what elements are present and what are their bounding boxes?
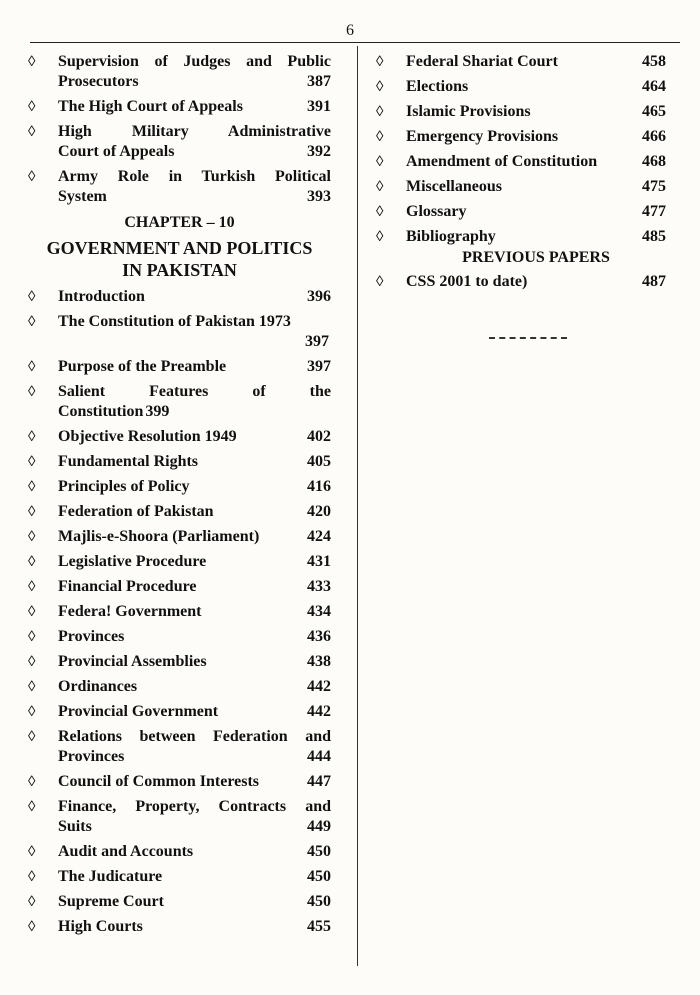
toc-entry[interactable] xyxy=(28,627,331,647)
toc-entry[interactable] xyxy=(28,552,331,572)
diamond-bullet-icon: ◊ xyxy=(28,124,36,140)
diamond-bullet-icon: ◊ xyxy=(28,169,36,185)
toc-entry-page: 397 xyxy=(305,333,329,350)
toc-entry[interactable] xyxy=(376,227,666,247)
diamond-bullet-icon: ◊ xyxy=(28,384,36,400)
diamond-bullet-icon: ◊ xyxy=(28,479,36,495)
left-column xyxy=(28,52,331,942)
toc-entry[interactable] xyxy=(376,102,666,122)
diamond-bullet-icon: ◊ xyxy=(28,704,36,720)
diamond-bullet-icon: ◊ xyxy=(28,654,36,670)
toc-entry[interactable] xyxy=(28,797,331,837)
diamond-bullet-icon: ◊ xyxy=(28,429,36,445)
right-column xyxy=(376,52,666,297)
diamond-bullet-icon: ◊ xyxy=(28,774,36,790)
toc-entry[interactable] xyxy=(28,652,331,672)
toc-entry[interactable] xyxy=(28,842,331,862)
diamond-bullet-icon: ◊ xyxy=(28,554,36,570)
toc-entry-page: 433 xyxy=(307,578,331,595)
toc-entry-title: CSS 2001 to date) xyxy=(406,273,528,290)
toc-entry-page: 436 xyxy=(307,628,331,645)
toc-entry[interactable] xyxy=(376,52,666,72)
toc-entry-page: 420 xyxy=(307,503,331,520)
toc-entry-page: 444 xyxy=(307,748,331,765)
toc-entry-page: 464 xyxy=(642,78,666,95)
toc-entry-title-cont: Prosecutors xyxy=(58,73,139,90)
toc-entry[interactable] xyxy=(28,122,331,162)
chapter-label: CHAPTER – 10 xyxy=(124,214,235,231)
diamond-bullet-icon: ◊ xyxy=(28,504,36,520)
toc-entry[interactable] xyxy=(376,77,666,97)
toc-entry-title-cont: Court of Appeals xyxy=(58,143,175,160)
diamond-bullet-icon: ◊ xyxy=(376,79,384,95)
diamond-bullet-icon: ◊ xyxy=(28,529,36,545)
toc-entry[interactable] xyxy=(376,272,666,292)
toc-entry-page: 442 xyxy=(307,678,331,695)
toc-entry-page: 450 xyxy=(307,893,331,910)
diamond-bullet-icon: ◊ xyxy=(28,99,36,115)
toc-entry-title: High Courts xyxy=(58,918,143,935)
toc-entry-title: Supervision of Judges and Public xyxy=(58,53,331,70)
toc-entry-title: Purpose of the Preamble xyxy=(58,358,227,375)
diamond-bullet-icon: ◊ xyxy=(28,894,36,910)
toc-entry-title: Financial Procedure xyxy=(58,578,197,595)
toc-entry-title: Provincial Government xyxy=(58,703,219,720)
toc-entry-page: 475 xyxy=(642,178,666,195)
diamond-bullet-icon: ◊ xyxy=(28,604,36,620)
diamond-bullet-icon: ◊ xyxy=(28,919,36,935)
toc-entry[interactable] xyxy=(28,287,331,307)
toc-entry[interactable] xyxy=(376,127,666,147)
toc-entry-page: 487 xyxy=(642,273,666,290)
toc-entry-page: 449 xyxy=(307,818,331,835)
toc-entry-title: Provincial Assemblies xyxy=(58,653,207,670)
diamond-bullet-icon: ◊ xyxy=(376,204,384,220)
toc-entry-title: Relations between Federation and xyxy=(58,728,331,745)
toc-entry[interactable] xyxy=(28,382,331,422)
toc-entry[interactable] xyxy=(28,357,331,377)
toc-entry-page: 387 xyxy=(307,73,331,90)
toc-entry[interactable] xyxy=(28,52,331,92)
page-number: 6 xyxy=(346,22,354,39)
toc-entry[interactable] xyxy=(376,202,666,222)
toc-entry-title: The High Court of Appeals xyxy=(58,98,243,115)
diamond-bullet-icon: ◊ xyxy=(28,54,36,70)
toc-entry-page: 442 xyxy=(307,703,331,720)
toc-entry-title: High Military Administrative xyxy=(58,123,331,140)
toc-entry-title: Army Role in Turkish Political xyxy=(58,168,331,185)
diamond-bullet-icon: ◊ xyxy=(376,274,384,290)
toc-entry-page: 438 xyxy=(307,653,331,670)
diamond-bullet-icon: ◊ xyxy=(28,579,36,595)
toc-entry-title: Audit and Accounts xyxy=(58,843,194,860)
toc-entry[interactable] xyxy=(28,772,331,792)
chapter-title xyxy=(28,237,331,281)
diamond-bullet-icon: ◊ xyxy=(376,154,384,170)
toc-entry[interactable] xyxy=(28,867,331,887)
end-separator xyxy=(489,337,567,339)
toc-entry[interactable] xyxy=(28,312,331,352)
toc-entry-title: Supreme Court xyxy=(58,893,164,910)
toc-entry-title-cont: Provinces xyxy=(58,748,125,765)
chapter-title-line-1: GOVERNMENT AND POLITICS xyxy=(46,238,313,258)
toc-entry[interactable] xyxy=(28,97,331,117)
toc-entry[interactable] xyxy=(28,427,331,447)
toc-entry-page: 397 xyxy=(307,358,331,375)
toc-entry-title: Finance, Property, Contracts and xyxy=(58,798,331,815)
toc-entry-title: Salient Features of the xyxy=(58,383,331,400)
toc-entry-title: Federal Shariat Court xyxy=(406,53,558,70)
diamond-bullet-icon: ◊ xyxy=(376,129,384,145)
toc-entry-page: 465 xyxy=(642,103,666,120)
diamond-bullet-icon: ◊ xyxy=(28,844,36,860)
toc-entry[interactable] xyxy=(28,452,331,472)
toc-entry-title: The Judicature xyxy=(58,868,163,885)
toc-entry-title: Majlis-e-Shoora (Parliament) xyxy=(58,528,260,545)
header-rule xyxy=(30,42,680,43)
toc-entry-title: Elections xyxy=(406,78,469,95)
toc-entry-page: 468 xyxy=(642,153,666,170)
toc-entry-page: 466 xyxy=(642,128,666,145)
toc-entry[interactable] xyxy=(28,527,331,547)
toc-entry-title: Fundamental Rights xyxy=(58,453,199,470)
toc-entry-title: Provinces xyxy=(58,628,125,645)
toc-entry-title: Amendment of Constitution xyxy=(406,153,598,170)
column-divider xyxy=(357,46,358,966)
toc-entry-page: 396 xyxy=(307,288,331,305)
toc-entry[interactable] xyxy=(28,167,331,207)
diamond-bullet-icon: ◊ xyxy=(28,729,36,745)
toc-entry-title: Bibliography xyxy=(406,228,496,245)
toc-entry-title: Emergency Provisions xyxy=(406,128,559,145)
toc-entry-title-cont: Constitution xyxy=(58,403,144,420)
toc-entry-page: 450 xyxy=(307,868,331,885)
toc-entry-page: 392 xyxy=(307,143,331,160)
toc-entry[interactable] xyxy=(376,152,666,172)
toc-entry[interactable] xyxy=(28,702,331,722)
diamond-bullet-icon: ◊ xyxy=(28,289,36,305)
toc-entry[interactable] xyxy=(376,177,666,197)
toc-entry-page: 405 xyxy=(307,453,331,470)
diamond-bullet-icon: ◊ xyxy=(376,179,384,195)
toc-entry-title: Legislative Procedure xyxy=(58,553,207,570)
toc-entry-page: 458 xyxy=(642,53,666,70)
toc-entry-page: 399 xyxy=(145,403,170,420)
diamond-bullet-icon: ◊ xyxy=(28,359,36,375)
toc-entry[interactable] xyxy=(28,677,331,697)
toc-entry-page: 447 xyxy=(307,773,331,790)
section-heading-previous-papers: PREVIOUS PAPERS xyxy=(462,249,610,266)
toc-entry-title-cont: System xyxy=(58,188,107,205)
toc-entry[interactable] xyxy=(28,477,331,497)
toc-entry-title: The Constitution of Pakistan 1973 xyxy=(58,313,291,330)
toc-entry[interactable] xyxy=(28,727,331,767)
toc-entry-page: 450 xyxy=(307,843,331,860)
toc-entry-title: Ordinances xyxy=(58,678,138,695)
toc-entry-title: Council of Common Interests xyxy=(58,773,260,790)
diamond-bullet-icon: ◊ xyxy=(28,629,36,645)
toc-entry-title: Glossary xyxy=(406,203,467,220)
toc-entry-title: Miscellaneous xyxy=(406,178,502,195)
diamond-bullet-icon: ◊ xyxy=(28,869,36,885)
toc-entry-title: Principles of Policy xyxy=(58,478,190,495)
toc-entry-title: Federa! Government xyxy=(58,603,202,620)
toc-entry-title: Objective Resolution 1949 xyxy=(58,428,237,445)
toc-entry-page: 477 xyxy=(642,203,666,220)
diamond-bullet-icon: ◊ xyxy=(28,314,36,330)
toc-entry-page: 431 xyxy=(307,553,331,570)
toc-entry-title: Islamic Provisions xyxy=(406,103,531,120)
toc-entry-page: 402 xyxy=(307,428,331,445)
diamond-bullet-icon: ◊ xyxy=(376,229,384,245)
toc-entry-title-cont: Suits xyxy=(58,818,92,835)
diamond-bullet-icon: ◊ xyxy=(376,54,384,70)
toc-entry[interactable] xyxy=(28,892,331,912)
toc-entry-title: Introduction xyxy=(58,288,145,305)
toc-entry-title: Federation of Pakistan xyxy=(58,503,214,520)
toc-entry-page: 391 xyxy=(307,98,331,115)
diamond-bullet-icon: ◊ xyxy=(28,799,36,815)
toc-entry-page: 434 xyxy=(307,603,331,620)
chapter-title-line-2: IN PAKISTAN xyxy=(122,260,237,280)
toc-entry-page: 455 xyxy=(307,918,331,935)
toc-entry[interactable] xyxy=(28,917,331,937)
diamond-bullet-icon: ◊ xyxy=(376,104,384,120)
toc-entry[interactable] xyxy=(28,602,331,622)
toc-entry-page: 416 xyxy=(307,478,331,495)
diamond-bullet-icon: ◊ xyxy=(28,679,36,695)
toc-entry-page: 485 xyxy=(642,228,666,245)
toc-entry[interactable] xyxy=(28,502,331,522)
toc-entry-page: 424 xyxy=(307,528,331,545)
toc-entry[interactable] xyxy=(28,577,331,597)
toc-entry-page: 393 xyxy=(307,188,331,205)
diamond-bullet-icon: ◊ xyxy=(28,454,36,470)
